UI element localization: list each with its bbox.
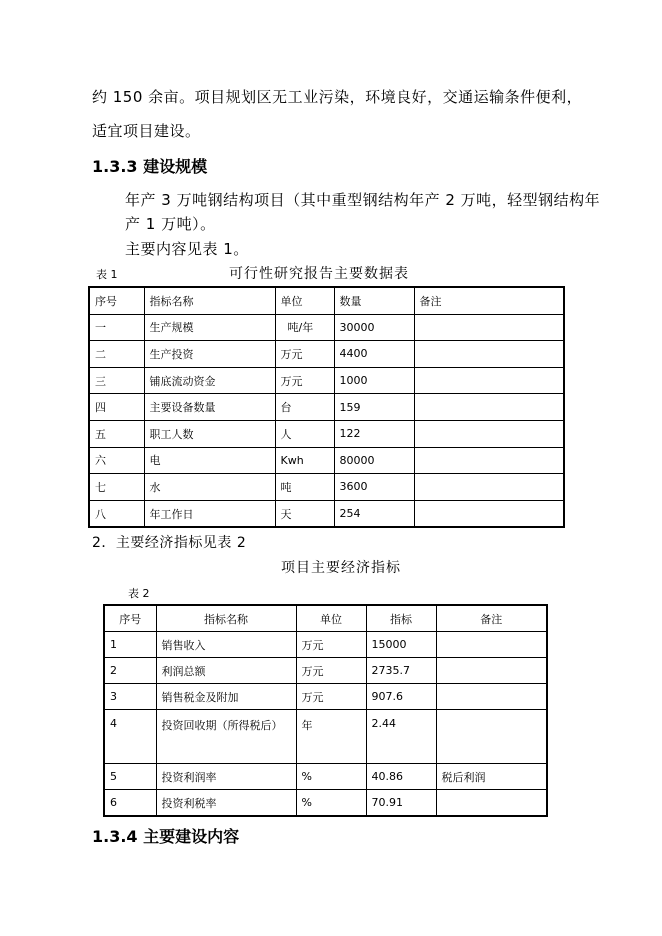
table-cell: 159	[334, 394, 414, 421]
table-cell: 人	[275, 420, 334, 447]
table-row	[89, 420, 564, 447]
table-cell: 生产规模	[144, 314, 275, 341]
table-cell: 2735.7	[366, 658, 436, 684]
table-cell: 4	[104, 710, 156, 764]
table-cell: Kwh	[275, 447, 334, 474]
table-row	[104, 658, 547, 684]
table2-title: 项目主要经济指标	[281, 560, 401, 576]
table-header-row	[89, 287, 564, 314]
main-data-table	[88, 286, 565, 528]
table-cell: 铺底流动资金	[144, 367, 275, 394]
table-cell	[414, 474, 564, 501]
table-cell: 30000	[334, 314, 414, 341]
table-cell: 电	[144, 447, 275, 474]
table-cell	[414, 367, 564, 394]
table-cell	[436, 632, 547, 658]
intro-line-1: 约 150 余亩。项目规划区无工业污染，环境良好，交通运输条件便利，	[92, 88, 583, 106]
table-cell: 254	[334, 500, 414, 527]
table-row	[89, 394, 564, 421]
table-cell: 投资利税率	[156, 790, 296, 817]
table-cell: 907.6	[366, 684, 436, 710]
header-cell: 备注	[436, 605, 547, 632]
header-cell: 数量	[334, 287, 414, 314]
table-cell: 天	[275, 500, 334, 527]
table-cell	[414, 447, 564, 474]
header-cell: 单位	[275, 287, 334, 314]
table-cell: %	[296, 764, 366, 790]
table-row	[89, 447, 564, 474]
table-cell: 3	[104, 684, 156, 710]
header-cell: 序号	[89, 287, 144, 314]
table-row	[104, 632, 547, 658]
table-cell: 利润总额	[156, 658, 296, 684]
section-134-heading	[92, 824, 239, 847]
table-row	[104, 684, 547, 710]
table-cell	[414, 314, 564, 341]
economic-indicators-table	[103, 604, 548, 817]
table-cell: 年工作日	[144, 500, 275, 527]
table-cell: 万元	[275, 341, 334, 368]
section-number: 1.3.3	[92, 157, 138, 176]
table-row	[104, 710, 547, 764]
table-cell: 八	[89, 500, 144, 527]
table-header-row	[104, 605, 547, 632]
header-cell: 单位	[296, 605, 366, 632]
table-cell: 主要设备数量	[144, 394, 275, 421]
table-cell: %	[296, 790, 366, 817]
table-cell: 二	[89, 341, 144, 368]
table-cell: 万元	[275, 367, 334, 394]
table-cell: 1	[104, 632, 156, 658]
table-cell	[414, 500, 564, 527]
table-row	[104, 764, 547, 790]
table-cell: 水	[144, 474, 275, 501]
table-row	[89, 341, 564, 368]
table-cell: 销售税金及附加	[156, 684, 296, 710]
table-cell: 2.44	[366, 710, 436, 764]
table-cell: 3600	[334, 474, 414, 501]
table-cell: 一	[89, 314, 144, 341]
header-cell: 备注	[414, 287, 564, 314]
table1-label: 表 1	[96, 268, 118, 281]
table-cell	[414, 420, 564, 447]
table-cell: 生产投资	[144, 341, 275, 368]
table-cell	[436, 790, 547, 817]
table-cell: 吨/年	[275, 314, 334, 341]
section-133-line-2: 产 1 万吨）。	[125, 215, 216, 233]
table-row	[89, 500, 564, 527]
section-title: 主要建设内容	[143, 827, 240, 846]
econ-intro: 2．主要经济指标见表 2	[92, 535, 247, 551]
table-cell	[414, 341, 564, 368]
table-cell: 122	[334, 420, 414, 447]
table-cell: 三	[89, 367, 144, 394]
section-title: 建设规模	[143, 157, 208, 176]
table-row	[104, 790, 547, 817]
table-cell: 6	[104, 790, 156, 817]
table-cell: 投资回收期（所得税后）	[156, 710, 296, 764]
table-cell: 六	[89, 447, 144, 474]
table-cell: 2	[104, 658, 156, 684]
table-cell	[414, 394, 564, 421]
header-cell: 指标	[366, 605, 436, 632]
table-cell: 销售收入	[156, 632, 296, 658]
table-cell: 吨	[275, 474, 334, 501]
section-133-line-3: 主要内容见表 1。	[125, 240, 249, 258]
table-cell: 40.86	[366, 764, 436, 790]
table-cell: 70.91	[366, 790, 436, 817]
section-number: 1.3.4	[92, 827, 138, 846]
section-133-line-1: 年产 3 万吨钢结构项目（其中重型钢结构年产 2 万吨，轻型钢结构年	[125, 191, 601, 209]
table-cell: 职工人数	[144, 420, 275, 447]
table-cell: 15000	[366, 632, 436, 658]
table-cell: 4400	[334, 341, 414, 368]
table-cell: 万元	[296, 632, 366, 658]
table-cell: 五	[89, 420, 144, 447]
table-row	[89, 474, 564, 501]
table1-title: 可行性研究报告主要数据表	[229, 266, 409, 282]
table-cell: 投资利润率	[156, 764, 296, 790]
table-cell	[436, 710, 547, 764]
table2-label: 表 2	[128, 587, 150, 600]
table-cell: 税后利润	[436, 764, 547, 790]
table-cell: 年	[296, 710, 366, 764]
header-cell: 指标名称	[156, 605, 296, 632]
table-cell	[436, 658, 547, 684]
table-cell: 万元	[296, 658, 366, 684]
header-cell: 序号	[104, 605, 156, 632]
table-cell: 四	[89, 394, 144, 421]
table-cell	[436, 684, 547, 710]
table-cell: 万元	[296, 684, 366, 710]
table-row	[89, 314, 564, 341]
header-cell: 指标名称	[144, 287, 275, 314]
table-cell: 七	[89, 474, 144, 501]
table-cell: 5	[104, 764, 156, 790]
table-cell: 80000	[334, 447, 414, 474]
table-cell: 台	[275, 394, 334, 421]
table-cell: 1000	[334, 367, 414, 394]
section-133-heading	[92, 154, 207, 177]
table-row	[89, 367, 564, 394]
intro-line-2: 适宜项目建设。	[92, 122, 201, 140]
